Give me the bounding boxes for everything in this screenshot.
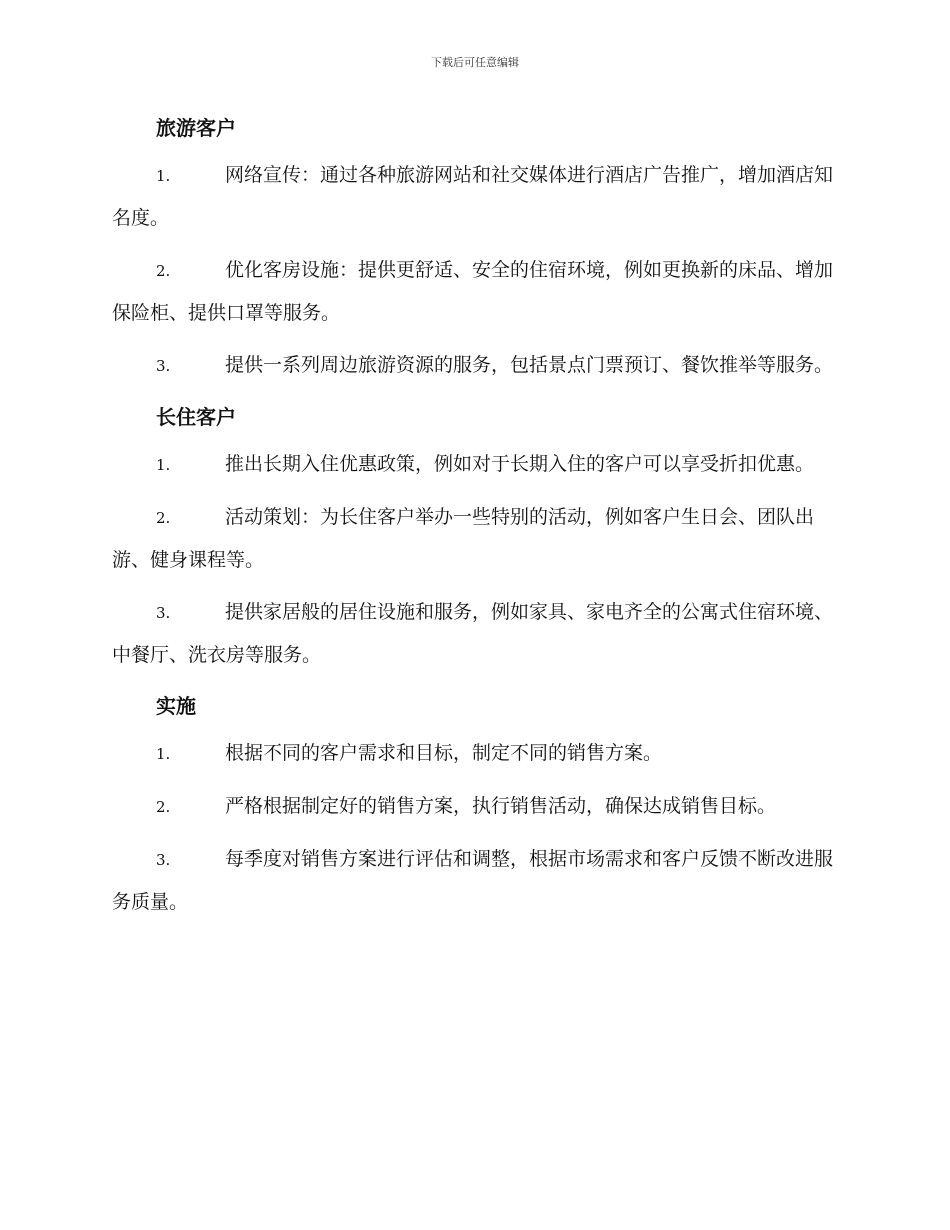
item-text: 提供一系列周边旅游资源的服务，包括景点门票预订、餐饮推举等服务。 [225, 354, 834, 376]
list-item [112, 443, 834, 486]
item-number: 3. [156, 604, 171, 622]
item-text: 严格根据制定好的销售方案，执行销售活动，确保达成销售目标。 [225, 795, 777, 817]
item-number: 2. [156, 262, 171, 280]
list-item [112, 838, 834, 923]
item-text: 每季度对销售方案进行评估和调整，根据市场需求和客户反馈不断改进服务质量。 [112, 848, 834, 913]
item-text: 提供家居般的居住设施和服务，例如家具、家电齐全的公寓式住宿环境、中餐厅、洗衣房等服务。 [112, 601, 834, 666]
list-item [112, 249, 834, 334]
item-text: 根据不同的客户需求和目标，制定不同的销售方案。 [225, 742, 663, 764]
section-heading: 长住客户 [156, 405, 236, 429]
item-text: 推出长期入住优惠政策，例如对于长期入住的客户可以享受折扣优惠。 [225, 453, 815, 475]
section-implementation [112, 686, 834, 923]
list-item [112, 344, 834, 387]
item-number: 1. [156, 745, 171, 763]
item-number: 3. [156, 357, 171, 375]
item-text: 网络宣传：通过各种旅游网站和社交媒体进行酒店广告推广，增加酒店知名度。 [112, 164, 834, 229]
item-text: 优化客房设施：提供更舒适、安全的住宿环境，例如更换新的床品、增加保险柜、提供口罩等服务。 [112, 259, 834, 324]
list-item [112, 591, 834, 676]
item-number: 3. [156, 851, 171, 869]
section-long-stay-customers [112, 397, 834, 676]
list-item [112, 496, 834, 581]
list-item [112, 154, 834, 239]
list-item [112, 785, 834, 828]
item-number: 1. [156, 167, 171, 185]
section-heading: 旅游客户 [156, 116, 236, 140]
item-number: 1. [156, 456, 171, 474]
section-heading: 实施 [156, 694, 196, 718]
page-header: 下载后可任意编辑 [431, 56, 519, 69]
item-number: 2. [156, 509, 171, 527]
section-tourist-customers [112, 108, 834, 387]
list-item [112, 732, 834, 775]
item-number: 2. [156, 798, 171, 816]
document-body [112, 108, 834, 933]
item-text: 活动策划：为长住客户举办一些特别的活动，例如客户生日会、团队出游、健身课程等。 [112, 506, 815, 571]
